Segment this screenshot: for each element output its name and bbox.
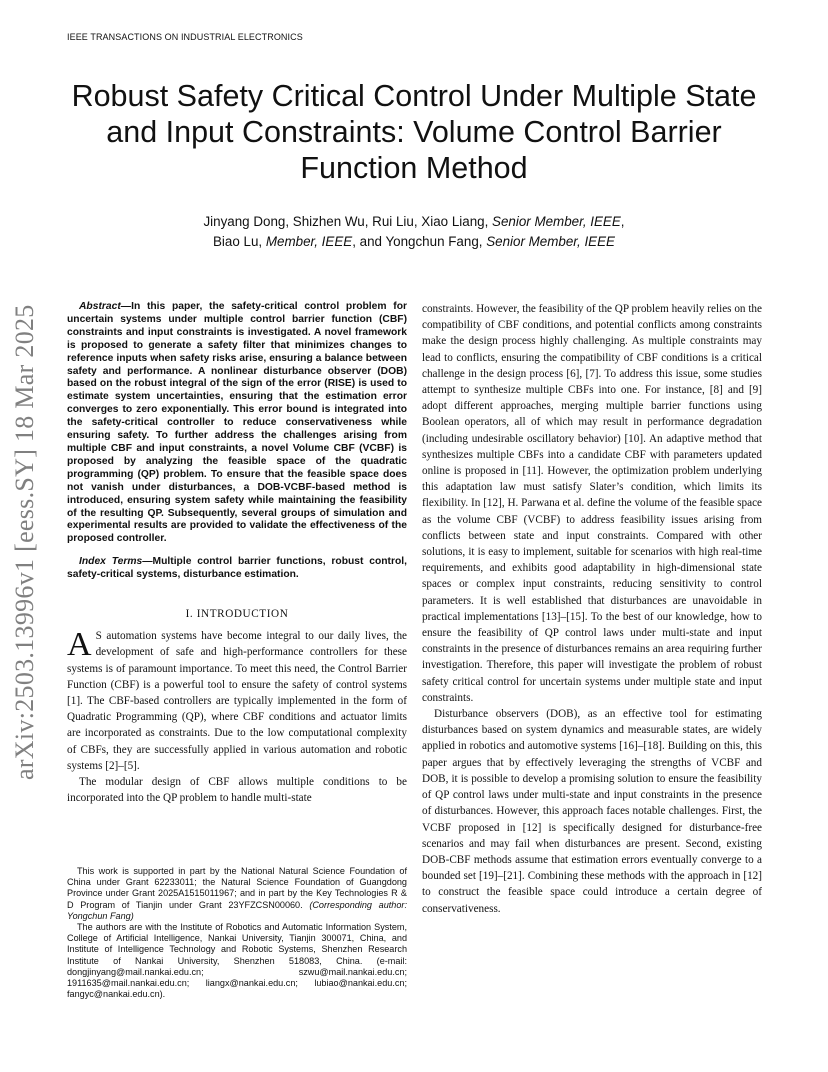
arxiv-identifier: arXiv:2503.13996v1 [eess.SY] 18 Mar 2025 <box>10 304 39 780</box>
running-head: IEEE TRANSACTIONS ON INDUSTRIAL ELECTRONICS <box>67 32 303 42</box>
authors-punct: , <box>620 214 625 229</box>
corresponding-author: (Corresponding author: Yongchun Fang) <box>67 899 407 921</box>
funding-footnote <box>67 866 407 922</box>
footnotes <box>67 866 407 1000</box>
right-column <box>422 301 762 917</box>
drop-cap: A <box>67 626 92 664</box>
abstract <box>67 301 407 546</box>
intro-paragraph-2: The modular design of CBF allows multiple conditions to be incorporated into the QP problem to handle multi-state <box>67 776 407 805</box>
abstract-text: —In this paper, the safety-critical control problem for uncertain systems under multiple control barrier function (CBF) constraints and input constraints is investigated. A novel framework is proposed to generate a safety filter that minimizes changes to reference inputs when safety risks arise, ensuring a balance between safety and performance. A nonlinear disturbance observer (DOB) based on the robust integral of the sign of the error (RISE) is used to estimate system uncertainties, ensuring that the estimation error converges to zero exponentially. This error bound is integrated into the safety-critical controller to reduce conservativeness while ensuring safety. To further address the challenges arising from multiple CBF and input constraints, a novel Volume CBF (VCBF) is proposed by analyzing the feasible space of the quadratic programming (QP) problem. To ensure that the feasible space does not vanish under disturbances, a DOB-VCBF-based method is introduced, ensuring system safety while maintaining the feasibility of the resulting QP. Subsequently, several groups of simulation and experimental results are provided to validate the effectiveness of the proposed controller. <box>67 301 407 545</box>
intro-paragraph-1-text: S automation systems have become integral to our daily lives, the development of safe and high-performance controllers for these systems is of paramount importance. To meet this need, the Control Barrier Function (CBF) is a powerful tool to ensure the safety of control systems [1]. The CBF-based controllers are typically implemented in the form of Quadratic Programming (QP), where CBF conditions and actuator limits are incorporated as constraints. Due to the low computational complexity of CBFs, they are successfully applied in various automation and robotic systems [2]–[5]. <box>67 630 407 772</box>
author-role: Senior Member, IEEE <box>492 214 621 229</box>
right-paragraph-2: Disturbance observers (DOB), as an effective tool for estimating disturbances based on system dynamics and measurable states, are widely applied in robotics and automotive systems [16]–[18]. Building on this, this paper argues that by effectively leveraging the strengths of VCBF and DOB, it is possible to develop a promising solution to ensure the feasibility of QP control laws under multi-state and input constraints in the presence of disturbances. However, this approach faces notable challenges. First, the VCBF proposed in [12] is specifically designed for disturbance-free scenarios and may fail when disturbances are present. Second, existing DOB-CBF methods assume that estimation errors eventually converge to a bounded set [19]–[21]. Combining these methods with the approach in [12] to construct the feasible space could introduce a certain degree of conservativeness. <box>422 708 762 915</box>
intro-paragraph-1 <box>67 628 407 774</box>
author-role: Member, IEEE <box>265 234 353 249</box>
right-paragraph-1: constraints. However, the feasibility of the QP problem heavily relies on the compatibility of CBF conditions, and potential conflicts among constraints make the design process highly challenging. As multiple constraints may lead to conflicts, ensuring the compatibility of CBF conditions is a critical challenge in the design process [6], [7]. To address this issue, some studies attempt to synthesize multiple CBFs into one. For instance, [8] and [9] adopt different approaches, merging multiple barrier functions using Boolean operators, all of which may result in performance degradation (including undesirable oscillatory behavior) [10]. An adaptive method that synthesizes multiple CBFs into a candidate CBF with parameters updated online is proposed in [11]. However, the optimization problem underlying this adaptation law must satisfy Slater’s condition, which limits its flexibility. In [12], H. Parwana et al. define the volume of the feasible space as the volume CBF (VCBF) to address feasibility issues arising from conflicts between state and input constraints. Compared with other solutions, it is easy to implement, suitable for scenarios with high real-time requirements, and exhibits good adaptability in high-dimensional state spaces or complex input constraints, reducing sensitivity to control parameters. It is well established that disturbances are unavoidable in practical implementations [13]–[15]. To the best of our knowledge, how to ensure the feasibility of QP control laws under multi-state and input constraints in the presence of disturbances remains an area requiring further investigation. Therefore, this paper will investigate the problem of robust safety critical control for uncertain systems under multiple state and input constraints. <box>422 303 762 704</box>
authors-line2: Biao Lu, <box>213 234 266 249</box>
authors-line2-mid: , and Yongchun Fang, <box>352 234 487 249</box>
author-role: Senior Member, IEEE <box>486 234 615 249</box>
index-terms-text: —Multiple control barrier functions, robust control, safety-critical systems, disturbance estimation. <box>67 556 407 581</box>
funding-text: This work is supported in part by the National Natural Science Foundation of China under Grant 62233011; the Natural Science Foundation of Guangdong Province under Grant 2025A1515011967; and in part by the Key Technologies R & D Program of Tianjin under Grant 23YFZCSN00060. <box>67 866 407 910</box>
abstract-label: Abstract <box>79 301 121 312</box>
authors-line1: Jinyang Dong, Shizhen Wu, Rui Liu, Xiao Liang, <box>203 214 493 229</box>
affiliation-footnote: The authors are with the Institute of Robotics and Automatic Information System, College of Artificial Intelligence, Nankai University, Tianjin 300071, China, and Institute of Intelligence Technology and Robotic Systems, Shenzhen Research Institute of Nankai University, Shenzhen 518083, China. (e-mail: dongjinyang@mail.nankai.edu.cn; szwu@mail.nankai.edu.cn; 1911635@mail.nankai.edu.cn; liangx@nankai.edu.cn; lubiao@nankai.edu.cn; fangyc@nankai.edu.cn). <box>67 922 407 1000</box>
left-column <box>67 301 407 806</box>
index-terms <box>67 556 407 582</box>
section-heading: I. INTRODUCTION <box>185 608 289 621</box>
paper-title: Robust Safety Critical Control Under Multiple State and Input Constraints: Volume Control Barrier Function Method <box>71 79 757 185</box>
author-list <box>60 212 768 252</box>
index-terms-label: Index Terms <box>79 556 143 568</box>
